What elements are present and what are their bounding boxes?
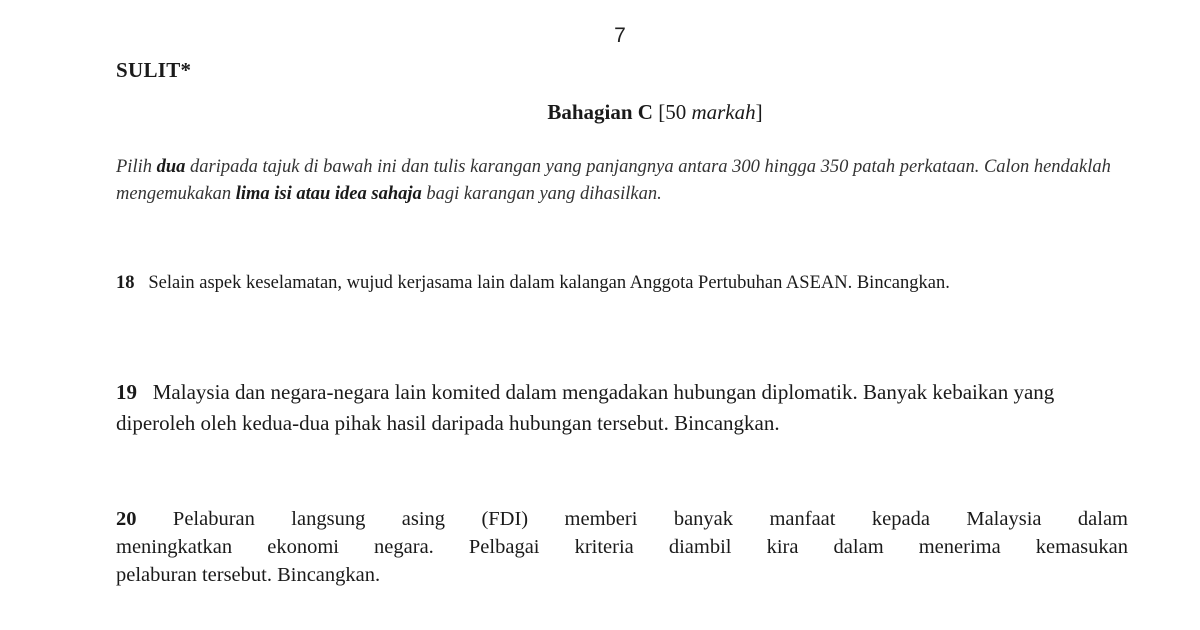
section-title: Bahagian C [547,100,653,124]
question-line-3: pelaburan tersebut. Bincangkan. [116,564,381,586]
marks-open: [50 [658,100,692,124]
question-text: Selain aspek keselamatan, wujud kerjasama lain dalam kalangan Anggota Pertubuhan ASEAN. Bincangkan. [148,273,950,293]
question-number: 20 [116,508,137,530]
question-number: 19 [116,380,137,404]
instructions-bold-2: lima isi atau idea sahaja [235,184,422,204]
classification-label: SULIT* [116,58,192,82]
instructions-bold-1: dua [156,157,186,177]
marks-word: markah [691,100,756,124]
question-number: 18 [116,273,135,293]
question-text: Malaysia dan negara-negara lain komited dalam mengadakan hubungan diplomatik. Banyak kebaikan yang diperoleh oleh kedua-dua pihak hasil daripada hubungan tersebut. Bincangkan. [116,380,1055,435]
instructions-text-3: bagi karangan yang dihasilkan. [421,184,662,204]
section-heading [0,100,1200,125]
page-number: 7 [614,24,626,47]
instructions-text-2: daripada tajuk di bawah ini dan tulis karangan yang panjangnya antara 300 hingga 350 patah perkataan. Calon hendaklah mengemukakan [116,157,1111,204]
instructions-text-1: Pilih [116,157,157,177]
question-line-2: meningkatkan ekonomi negara. Pelbagai kriteria diambil kira dalam menerima kemasukan [116,536,1128,558]
question-18 [116,270,1128,297]
question-line-1 [116,505,1128,533]
question-text-line-1: Pelaburan langsung asing (FDI) memberi banyak manfaat kepada Malaysia dalam [172,508,1128,530]
marks-close: ] [755,100,763,124]
question-20 [116,505,1128,589]
question-19 [116,377,1128,439]
instructions-paragraph [116,154,1132,208]
section-marks [658,100,762,124]
